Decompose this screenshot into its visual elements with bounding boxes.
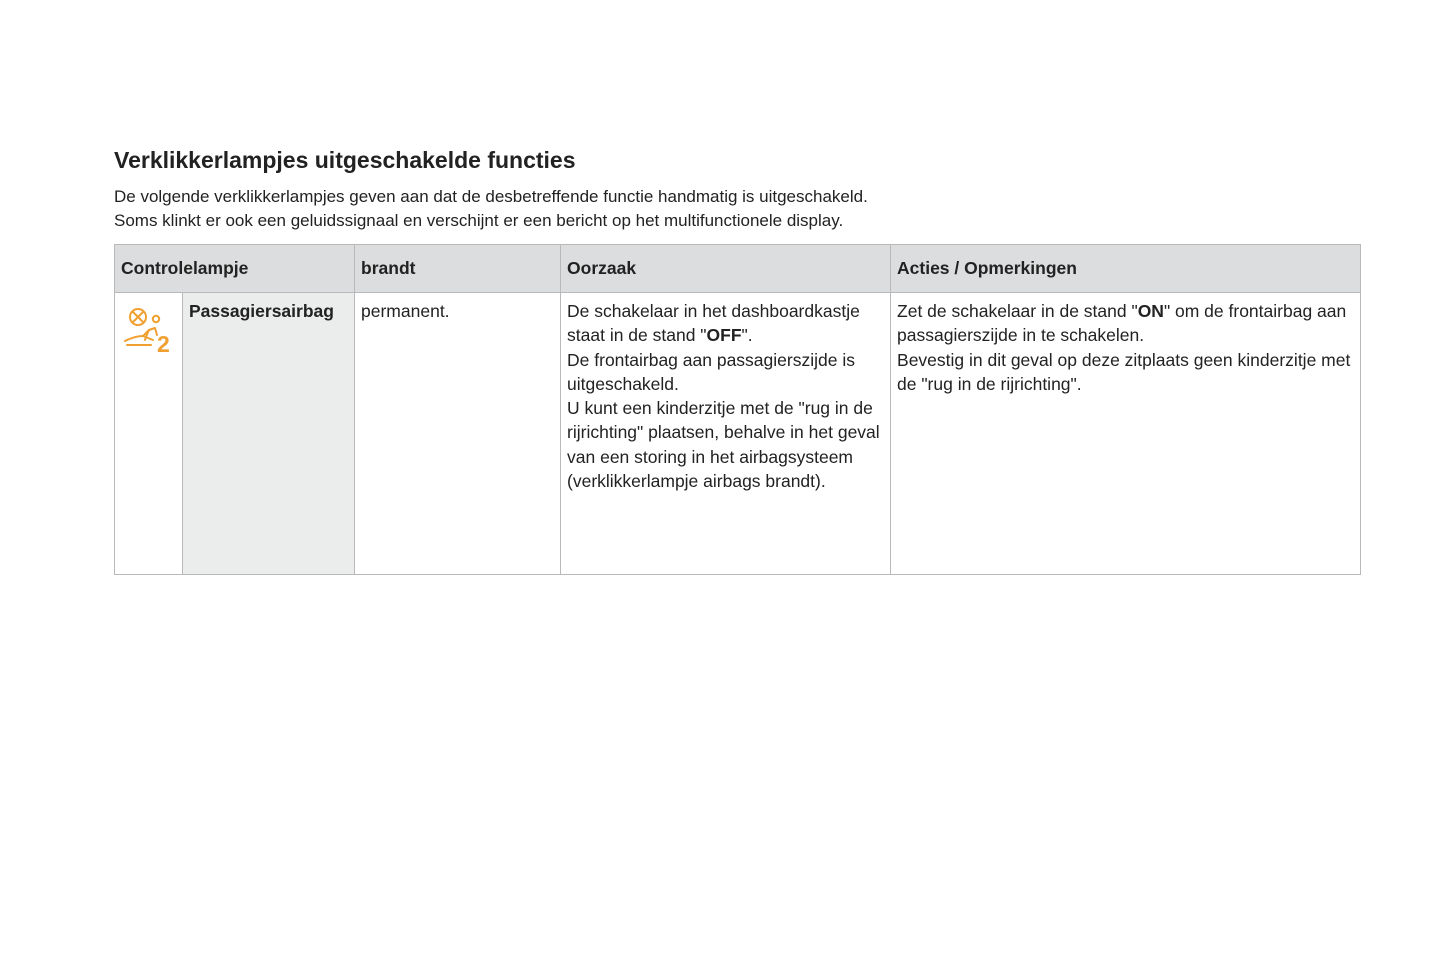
table-header-row [115,245,1361,293]
intro-line-2: Soms klinkt er ook een geluidssignaal en verschijnt er een bericht op het multifunctionele display. [114,211,844,230]
lamp-cause [561,293,891,575]
lamp-state: permanent. [355,293,561,575]
header-actions: Acties / Opmerkingen [891,245,1361,293]
intro-line-1: De volgende verklikkerlampjes geven aan dat de desbetreffende functie handmatig is uitgeschakeld. [114,187,868,206]
actions-line-1: Zet de schakelaar in de stand "ON" om de frontairbag aan passagierszijde in te schakelen. [897,301,1347,346]
svg-text:2: 2 [157,331,170,355]
header-cause: Oorzaak [561,245,891,293]
lamp-icon-cell [115,293,183,575]
header-state: brandt [355,245,561,293]
lamp-name: Passagiersairbag [183,293,355,575]
passenger-airbag-off-icon [123,307,177,355]
actions-line-2: Bevestig in dit geval op deze zitplaats geen kinderzitje met de "rug in de rijrichting". [897,349,1351,394]
warning-lamps-section [114,144,1360,575]
cause-line-1: De schakelaar in het dashboardkastje staat in de stand "OFF". [567,301,860,346]
header-lamp: Controlelampje [115,245,355,293]
section-intro [114,185,1360,233]
cause-line-2: De frontairbag aan passagierszijde is uitgeschakeld. [567,349,855,394]
cause-line-3: U kunt een kinderzitje met de "rug in de rijrichting" plaatsen, behalve in het geval van een storing in het airbagsysteem (verklikkerlampje airbags brandt). [567,398,880,492]
lamp-actions [891,293,1361,575]
table-row [115,293,1361,575]
section-title: Verklikkerlampjes uitgeschakelde functies [114,147,576,173]
warning-lamps-table [114,244,1361,575]
